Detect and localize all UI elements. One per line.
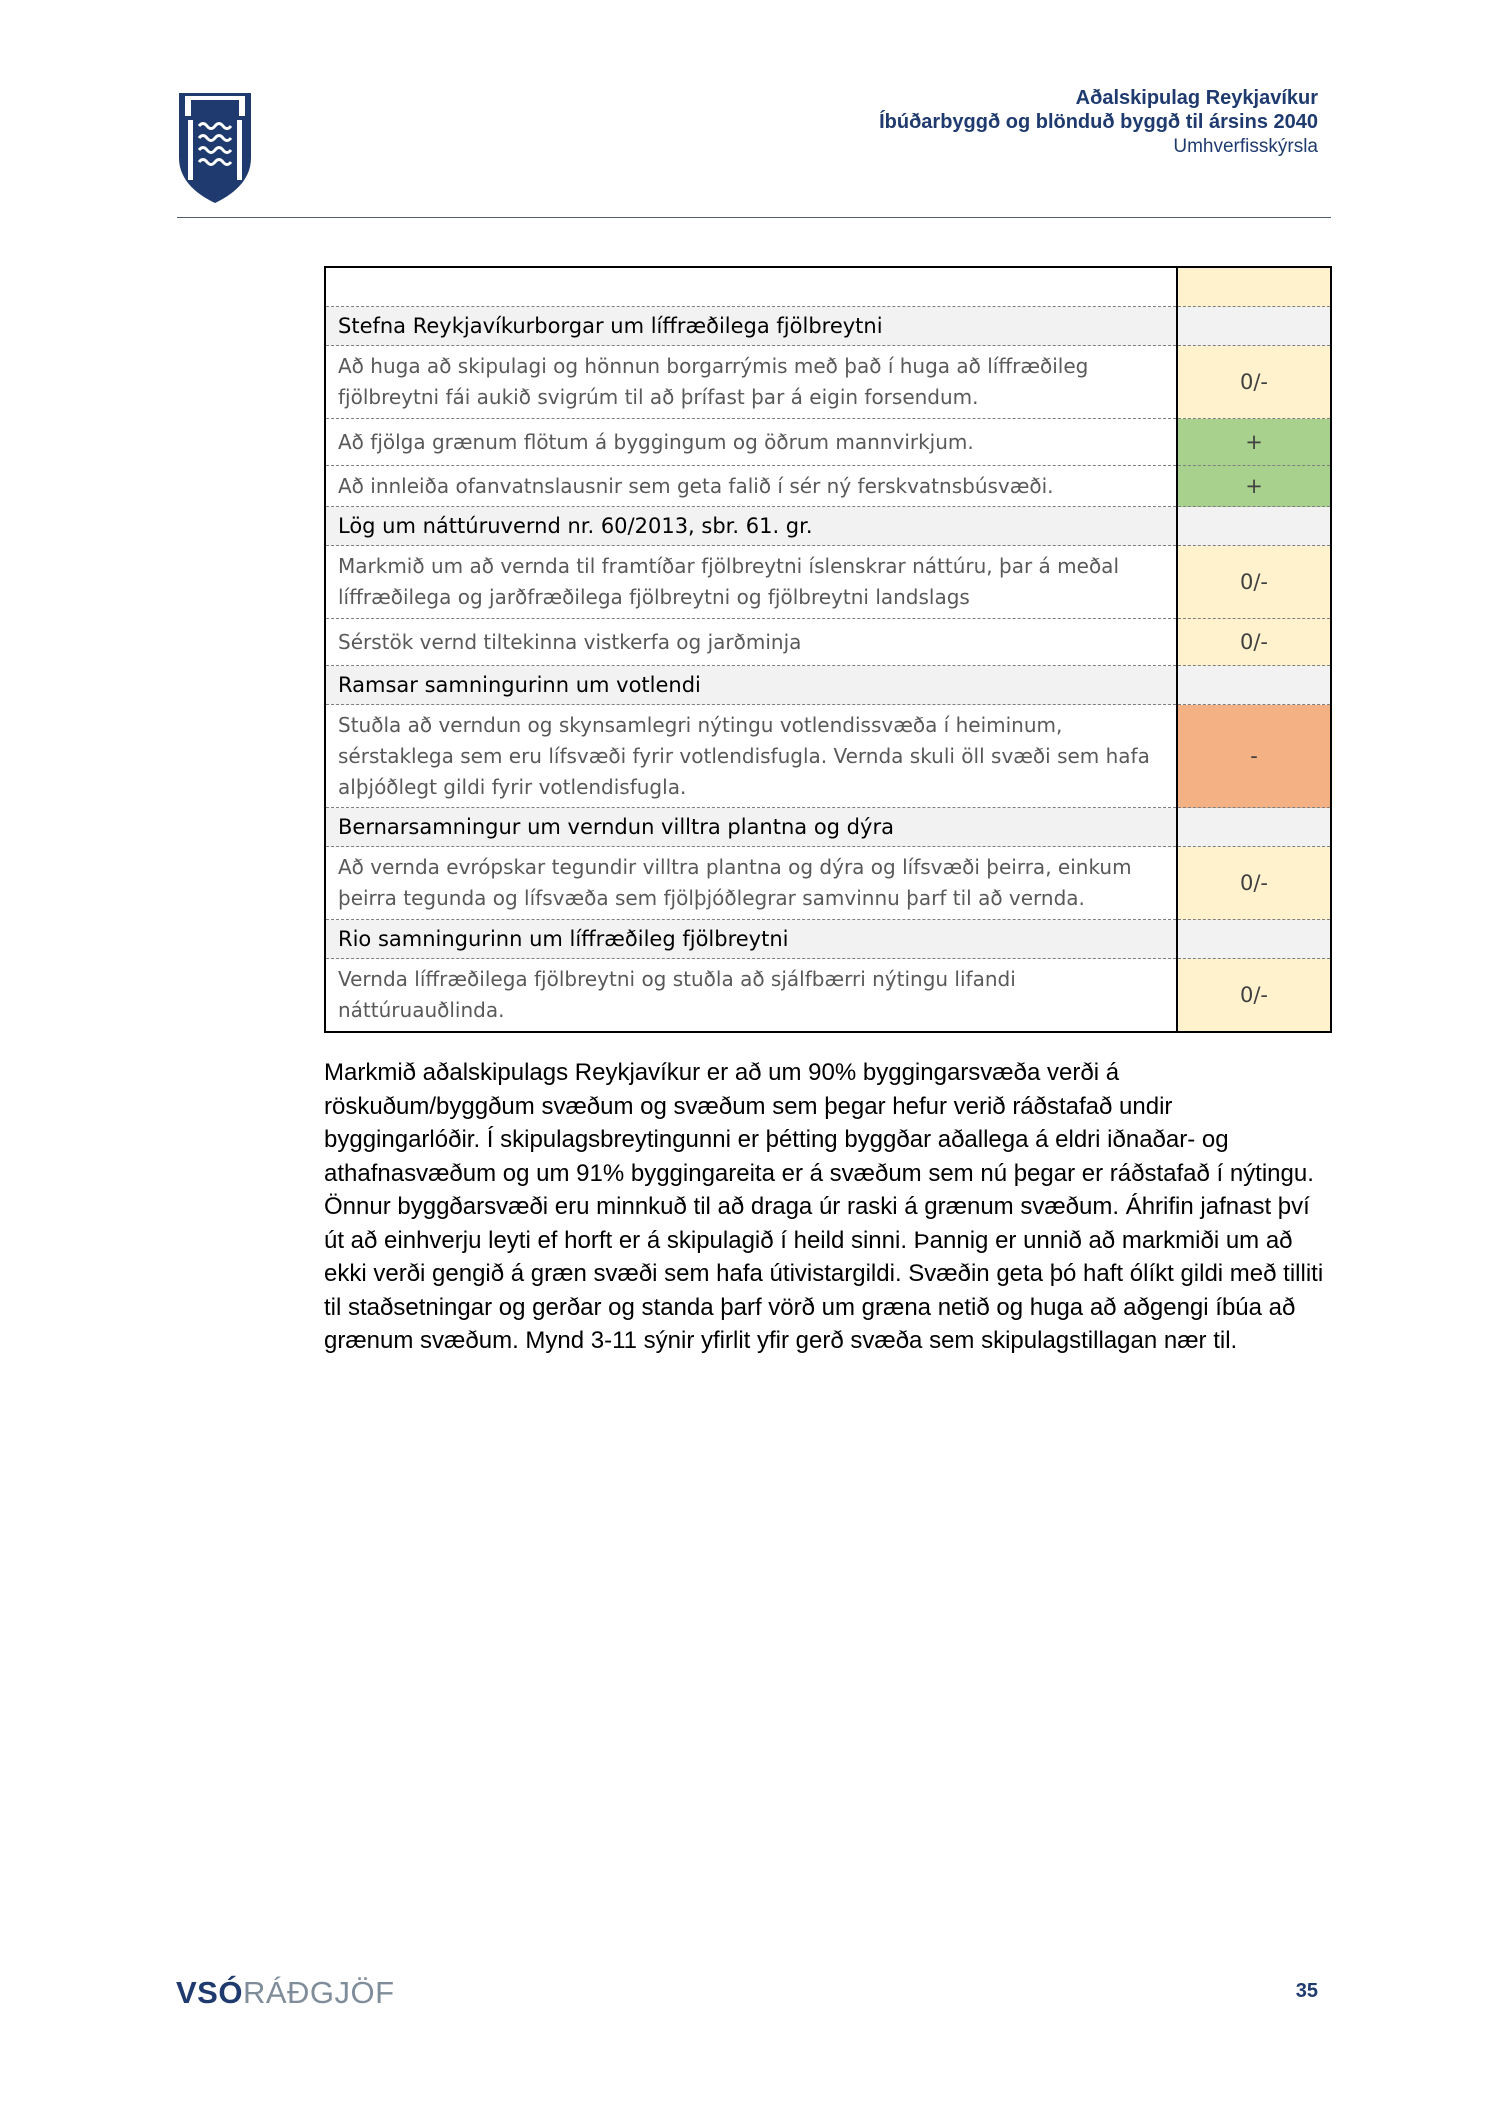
section-header-row: [325, 507, 1331, 546]
criterion-text: Að innleiða ofanvatnslausnir sem geta falið í sér ný ferskvatnsbúsvæði.: [325, 466, 1177, 507]
criterion-text: Vernda líffræðilega fjölbreytni og stuðla að sjálfbærri nýtingu lifandi náttúruauðlinda.: [338, 967, 1016, 1022]
page-number: 35: [1295, 1980, 1318, 2002]
criterion-text: Sérstök vernd tiltekinna vistkerfa og jarðminja: [325, 619, 1177, 666]
impact-rating: 0/-: [1177, 346, 1331, 419]
running-header: [879, 86, 1318, 160]
table-row: [325, 705, 1331, 808]
header-divider: [177, 217, 1331, 218]
table-row: [325, 619, 1331, 666]
table-row: [325, 959, 1331, 1033]
section-rating-cell: [1177, 808, 1331, 847]
table-row: [325, 419, 1331, 466]
body-paragraph: Markmið aðalskipulags Reykjavíkur er að um 90% byggingarsvæða verði á röskuðum/byggðum svæðum og svæðum sem þegar hefur verið ráðstafað undir byggingarlóðir. Í skipulagsbreytingunni er þétting byggðar aðallega á eldri iðnaðar- og athafnasvæðum og um 91% byggingareita er á svæðum sem nú þegar er ráðstafað í nýtingu. Önnur byggðarsvæði eru minnkuð til að draga úr raski á grænum svæðum. Áhrifin jafnast því út að einhverju leyti ef horft er á skipulagið í heild sinni. Þannig er unnið að markmiði um að ekki verði gengið á græn svæði sem hafa útivistargildi. Svæðin geta þó haft ólíkt gildi með tilliti til staðsetningar og gerðar og standa þarf vörð um græna netið og huga að aðgengi íbúa að grænum svæðum. Mynd 3-11 sýnir yfirlit yfir gerð svæða sem skipulagstillagan nær til.: [324, 1059, 1324, 1354]
impact-rating: 0/-: [1177, 619, 1331, 666]
section-header-row: [325, 920, 1331, 959]
criterion-text: Stuðla að verndun og skynsamlegri nýtingu votlendissvæða í heiminum, sérstaklega sem eru lífsvæði fyrir votlendisfugla. Vernda skuli öll svæði sem hafa alþjóðlegt gildi fyrir votlendisfugla.: [325, 705, 1177, 808]
table-row: [325, 346, 1331, 419]
criterion-text: Að huga að skipulagi og hönnun borgarrýmis með það í huga að líffræðileg fjölbreytni fái aukið svigrúm til að þrífast þar á eigin forsendum.: [325, 346, 1177, 419]
section-header-row: [325, 307, 1331, 346]
table-row: [325, 847, 1331, 920]
criterion-text: Að fjölga grænum flötum á byggingum og öðrum mannvirkjum.: [325, 419, 1177, 466]
section-title: Bernarsamningur um verndun villtra plantna og dýra: [325, 808, 1177, 847]
header-report-type: Umhverfisskýrsla: [1173, 136, 1318, 157]
section-rating-cell: [1177, 507, 1331, 546]
table-top-row: [325, 267, 1331, 307]
impact-rating: +: [1177, 419, 1331, 466]
impact-rating: 0/-: [1177, 847, 1331, 920]
section-title: Rio samningurinn um líffræðileg fjölbreytni: [325, 920, 1177, 959]
table-row: [325, 466, 1331, 507]
reykjavik-coat-of-arms-logo: [178, 92, 252, 204]
logo-vso: VSÓ: [176, 1975, 243, 2010]
section-header-row: [325, 808, 1331, 847]
impact-rating: 0/-: [1177, 959, 1331, 1033]
vso-radgjof-logo: [176, 1975, 395, 2011]
logo-radgjof: RÁÐGJÖF: [242, 1975, 395, 2010]
section-title: Stefna Reykjavíkurborgar um líffræðilega fjölbreytni: [325, 307, 1177, 346]
table-top-row-text-cell: [325, 267, 1177, 307]
section-title: Lög um náttúruvernd nr. 60/2013, sbr. 61. gr.: [325, 507, 1177, 546]
criterion-text: Að vernda evrópskar tegundir villtra plantna og dýra og lífsvæði þeirra, einkum þeirra tegunda og lífsvæða sem fjölþjóðlegrar samvinnu þarf til að vernda.: [325, 847, 1177, 920]
impact-rating: -: [1177, 705, 1331, 808]
section-rating-cell: [1177, 307, 1331, 346]
impact-rating: 0/-: [1177, 546, 1331, 619]
impact-rating: +: [1177, 466, 1331, 507]
section-header-row: [325, 666, 1331, 705]
table-row: [325, 546, 1331, 619]
biodiversity-assessment-table: [324, 266, 1332, 1033]
section-rating-cell: [1177, 920, 1331, 959]
section-title: Ramsar samningurinn um votlendi: [325, 666, 1177, 705]
table-top-row-rating-cell: [1177, 267, 1331, 307]
header-plan-title: Aðalskipulag Reykjavíkur: [1075, 87, 1318, 109]
section-rating-cell: [1177, 666, 1331, 705]
criterion-text: Markmið um að vernda til framtíðar fjölbreytni íslenskrar náttúru, þar á meðal líffræðilega og jarðfræðilega fjölbreytni og fjölbreytni landslags: [325, 546, 1177, 619]
header-plan-subtitle: Íbúðarbyggð og blönduð byggð til ársins 2040: [879, 111, 1318, 133]
